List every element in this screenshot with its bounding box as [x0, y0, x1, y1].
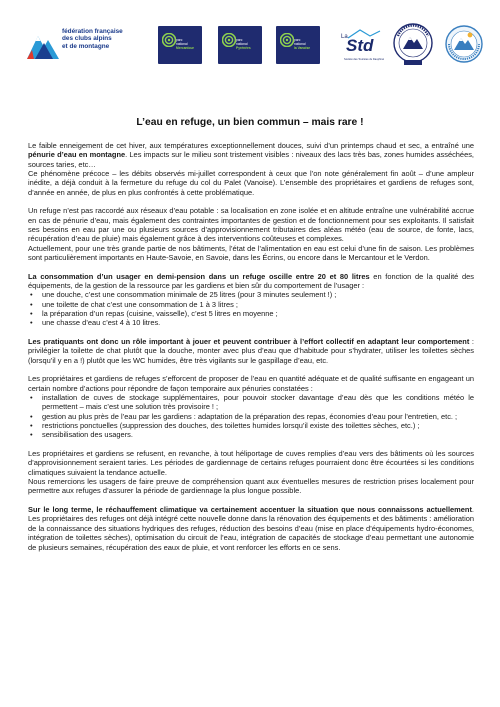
guides-badge-icon [392, 22, 434, 68]
pn-vanoise-logo [276, 26, 320, 64]
pn-mercantour-line-2: national [176, 42, 188, 46]
pn-mercantour-line-1: parc [176, 38, 183, 42]
lastd-sub: Société des Touristes du Dauphiné [344, 58, 385, 61]
bold-text: Sur le long terme, le réchauffement climatique va certainement accentuer la situation que nous connaissons actuellement [28, 505, 472, 515]
list-item: • installation de cuves de stockage supplémentaires, pour pouvoir stocker davantage d’eau dès que les conditions météo le permettent – mais c’est une solution très provisoire ! ; [28, 393, 474, 412]
paragraph: Les propriétaires et gardiens se refusent, en revanche, à tout héliportage de cuves remplies d’eau vers des bâtiments où les sources d’approvisionnement seraient taries. Les périodes de gardiennage de certains refuges pourraient donc être écourtées si les conditions climatiques suivaient la tendance actuelle. [28, 449, 474, 477]
pn-vanoise-line-2: national [294, 42, 306, 46]
pn-mercantour-logo [158, 26, 202, 64]
actions-list [28, 393, 474, 440]
gardiens-badge-icon [444, 24, 484, 68]
paragraph [28, 141, 474, 169]
text: . Les impacts sur le milieu sont tristement visibles : niveaux des lacs très bas, zones humides asséchées, sources taries, etc… [28, 150, 474, 169]
pn-vanoise-line-3: la Vanoise [294, 46, 311, 50]
pn-vanoise-line-1: parc [294, 38, 301, 42]
text: . Les propriétaires des refuges ont déjà intégré cette nouvelle donne dans la rénovation des équipements et des bâtiments : amélioration de la connaissance des situations hydriques des refuges, réduction des besoins d’eau (mise en place d’équipements hydro-économes, intégration de toilettes sèches), optimisation du circuit de l’eau, intégration de capacités de stockage d’eau permettant une autonomie de plusieurs semaines, récupération des eaux de pluie, et vont renforcer les efforts en ce sens. [28, 505, 474, 552]
paragraph: Actuellement, pour une très grande partie de nos bâtiments, l’état de l’alimentation en eau est celui d’une fin de saison. Les problèmes sont particulièrement importants en Haute-Savoie, en Savoie, dans les Écrins, ou encore dans le Mercantour et le Verdon. [28, 243, 474, 263]
page-title: L’eau en refuge, un bien commun – mais rare ! [136, 117, 364, 128]
pyrenees-gardiens-logo [444, 24, 484, 68]
list-item: • une douche, c’est une consommation minimale de 25 litres (pour 3 minutes seulement !) ; [28, 290, 474, 299]
mountain-icon [26, 30, 60, 60]
paragraph: Un refuge n’est pas raccordé aux réseaux d’eau potable : sa localisation en zone isolée et en altitude entraîne une vulnérabilité accrue en cas de pénurie d’eau, mais également des contraintes importantes de gestion et de fonctionnement pour ses exploitants. Il satisfait ses besoins en eau par une ou plusieurs sources d’approvisionnement tributaires des aléas météo (eau de source, de fonte, lacs, récupération d’eau de pluie) mais également grâce à des interventions coûteuses et complexes. [28, 206, 474, 244]
list-item: • une chasse d’eau c’est 4 à 10 litres. [28, 318, 474, 327]
ffcam-logo [26, 26, 144, 64]
list-item: • sensibilisation des usagers. [28, 430, 474, 439]
ffcam-line-2: des clubs alpins [62, 35, 112, 43]
pn-pyrenees-logo [218, 26, 262, 64]
text: en fonction de la qualité des équipements, de la gestion de la ressource par les gardiens et bien sûr du comportement de l’usager : [28, 271, 474, 291]
logos-bar [26, 22, 480, 72]
ffcam-line-3: et de montagne [62, 42, 110, 50]
paragraph: Ce phénomène précoce – les débits observés mi-juillet correspondent à ceux que l’on note généralement fin août – d’une ampleur inédite, a déjà conduit à la fermeture du refuge du col du Palet (Vanoise). L’ensemble des propriétaires et gardiens de refuges sont, d’année en année, de plus en plus confrontés à cette problématique. [28, 169, 474, 197]
bold-text: Les pratiquants ont donc un rôle important à jouer et peuvent contribuer à l’effort collectif en adaptant leur comportement [28, 337, 470, 347]
paragraph [28, 272, 474, 291]
text: Le faible enneigement de cet hiver, aux températures exceptionnellement douces, suivi d’un printemps chaud et sec, a entraîné une [28, 141, 474, 150]
consumption-list [28, 290, 474, 327]
pn-mercantour-line-3: Mercantour [176, 46, 194, 50]
pn-pyrenees-line-2: national [236, 42, 248, 46]
text: : privilégier la toilette de chat plutôt que la douche, monter avec plus d’eau que d’habitude pour s’hydrater, utiliser les toilettes sèches (lorsqu’il y en a !) plutôt que les WC humides, être très vigilants sur le gaspillage d’eau, etc. [28, 337, 474, 365]
paragraph [28, 337, 474, 365]
pn-pyrenees-line-3: Pyrénées [236, 46, 251, 50]
pn-pyrenees-line-1: parc [236, 38, 243, 42]
paragraph [28, 505, 474, 552]
spiral-icon [222, 33, 236, 47]
ffcam-line-1: fédération française [62, 28, 123, 35]
spiral-icon [162, 33, 176, 47]
compagnie-guides-logo [392, 22, 434, 68]
paragraph: Les propriétaires et gardiens de refuges s’efforcent de proposer de l’eau en quantité adéquate et de qualité suffisante en engageant un certain nombre d’actions pour répondre de façon temporaire aux pénuries constatées : [28, 374, 474, 393]
bold-text: pénurie d’eau en montagne [28, 150, 126, 160]
bold-text: La consommation d’un usager en demi-pension dans un refuge oscille entre 20 et 80 litres [28, 271, 370, 281]
lastd-logo [340, 28, 386, 68]
list-item: • gestion au plus près de l’eau par les gardiens : adaptation de la préparation des repas, économies d’eau pour l’entretien, etc. ; [28, 412, 474, 421]
lastd-main: Std [346, 36, 374, 55]
paragraph: Nous remercions les usagers de faire preuve de compréhension quant aux éventuelles mesures de restriction prises localement pour permettre aux refuges d’assurer la période de gardiennage la plus longue possible. [28, 477, 474, 496]
list-item: • la préparation d’un repas (cuisine, vaisselle), c’est 5 litres en moyenne ; [28, 309, 474, 318]
document-body [28, 141, 474, 561]
lastd-la: La [341, 34, 348, 40]
spiral-icon [280, 33, 294, 47]
list-item: • restrictions ponctuelles (suppression des douches, des toilettes humides lorsqu’il existe des toilettes sèches, etc.) ; [28, 421, 474, 430]
list-item: • une toilette de chat c’est une consommation de 1 à 3 litres ; [28, 300, 474, 309]
